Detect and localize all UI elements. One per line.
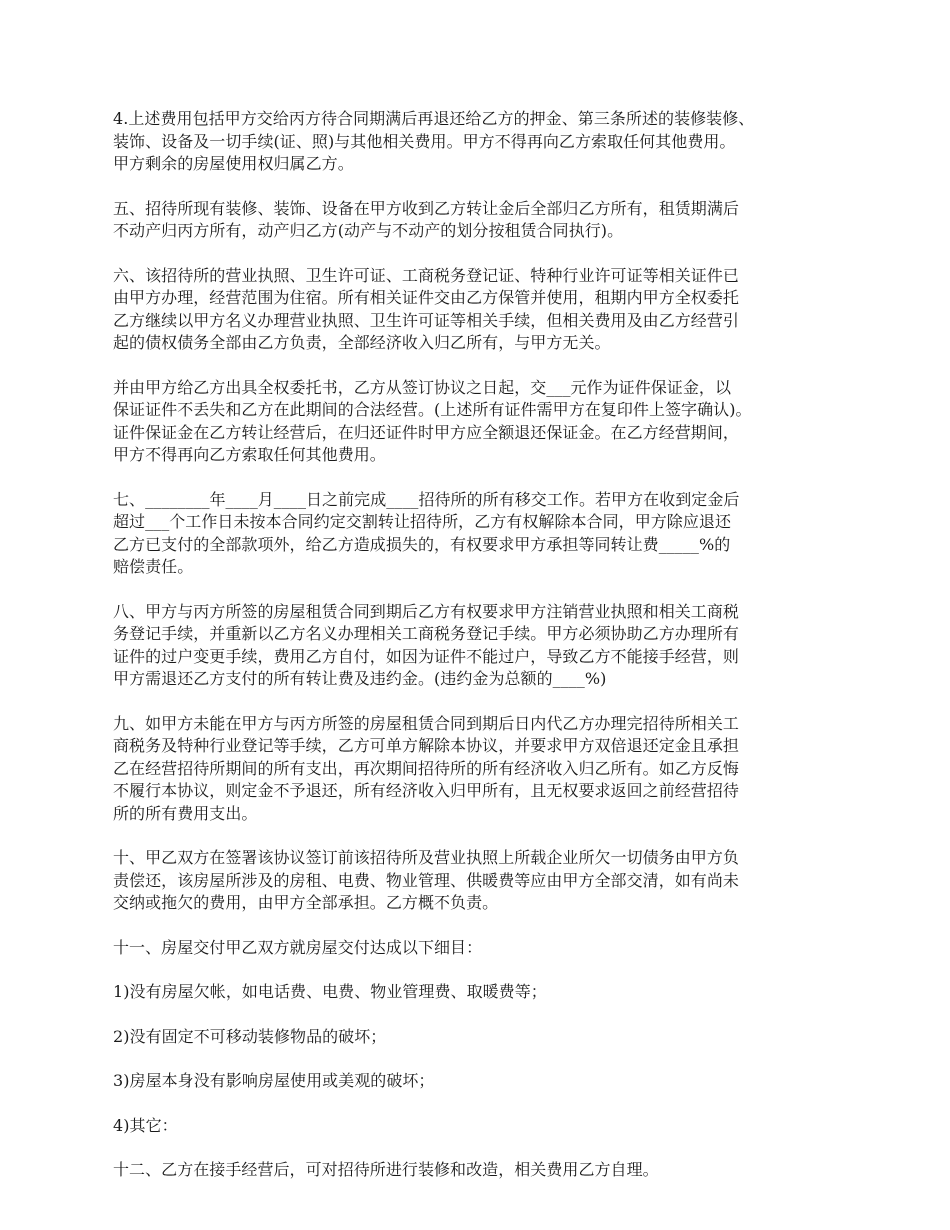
text-line: 并由甲方给乙方出具全权委托书，乙方从签订协议之日起，交___元作为证件保证金，以 bbox=[113, 377, 732, 397]
clause-11-item-4 bbox=[113, 1115, 853, 1138]
clause-6-continued-paragraph bbox=[113, 377, 853, 467]
text-line: 装饰、设备及一切手续(证、照)与其他相关费用。甲方不得再向乙方索取任何其他费用。 bbox=[113, 131, 736, 151]
text-line: 证件保证金在乙方转让经营后，在归还证件时甲方应全额退还保证金。在乙方经营期间， bbox=[113, 422, 739, 442]
text-line: 十一、房屋交付甲乙双方就房屋交付达成以下细目： bbox=[113, 937, 483, 957]
clause-5-paragraph bbox=[113, 198, 853, 243]
clause-11-item-1 bbox=[113, 981, 853, 1004]
document-page bbox=[113, 108, 853, 1204]
text-line: 起的债权债务全部由乙方负责，全部经济收入归乙所有，与甲方无关。 bbox=[113, 333, 611, 352]
clause-12-paragraph bbox=[113, 1159, 853, 1182]
text-line: 3)房屋本身没有影响房屋使用或美观的破坏； bbox=[113, 1071, 435, 1090]
text-line: 八、甲方与丙方所签的房屋租赁合同到期后乙方有权要求甲方注销营业执照和相关工商税 bbox=[113, 601, 739, 621]
text-line: 4)其它： bbox=[113, 1115, 178, 1135]
text-line: 所的所有费用支出。 bbox=[113, 803, 258, 823]
text-line: 六、该招待所的营业执照、卫生许可证、工商税务登记证、特种行业许可证等相关证件已 bbox=[113, 265, 739, 285]
clause-8-paragraph bbox=[113, 601, 853, 691]
clause-11-item-2 bbox=[113, 1026, 853, 1049]
text-line: 超过___个工作日未按本合同约定交割转让招待所，乙方有权解除本合同，甲方除应退还 bbox=[113, 512, 732, 531]
text-line: 2)没有固定不可移动装修物品的破坏； bbox=[113, 1026, 387, 1046]
text-line: 商税务及特种行业登记等手续，乙方可单方解除本协议，并要求甲方双倍退还定金且承担 bbox=[113, 736, 739, 755]
text-line: 乙方已支付的全部款项外，给乙方造成损失的，有权要求甲方承担等同转让费_____%的 bbox=[113, 534, 731, 554]
text-line: 交纳或拖欠的费用，由甲方全部承担。乙方概不负责。 bbox=[113, 893, 499, 912]
text-line: 五、招待所现有装修、装饰、设备在甲方收到乙方转让金后全部归乙方所有，租赁期满后 bbox=[113, 198, 739, 218]
text-line: 甲方剩余的房屋使用权归属乙方。 bbox=[113, 154, 354, 173]
clause-10-paragraph bbox=[113, 847, 853, 915]
text-line: 不动产归丙方所有，动产归乙方(动产与不动产的划分按租赁合同执行)。 bbox=[113, 221, 624, 240]
text-line: 1)没有房屋欠帐，如电话费、电费、物业管理费、取暖费等； bbox=[113, 982, 547, 1001]
text-line: 赔偿责任。 bbox=[113, 557, 194, 576]
text-line: 甲方需退还乙方支付的所有转让费及违约金。(违约金为总额的____%) bbox=[113, 669, 607, 688]
clause-4-paragraph bbox=[113, 108, 853, 176]
text-line: 责偿还，该房屋所涉及的房租、电费、物业管理、供暖费等应由甲方全部交清，如有尚未 bbox=[113, 870, 739, 890]
clause-9-paragraph bbox=[113, 713, 853, 826]
text-line: 务登记手续，并重新以乙方名义办理相关工商税务登记手续。甲方必须协助乙方办理所有 bbox=[113, 624, 739, 643]
text-line: 十、甲乙双方在签署该协议签订前该招待所及营业执照上所载企业所欠一切债务由甲方负 bbox=[113, 848, 739, 867]
text-line: 由甲方办理，经营范围为住宿。所有相关证件交由乙方保管并使用，租期内甲方全权委托 bbox=[113, 288, 739, 307]
text-line: 十二、乙方在接手经营后，可对招待所进行装修和改造，相关费用乙方自理。 bbox=[113, 1160, 659, 1179]
text-line: 乙在经营招待所期间的所有支出，再次期间招待所的所有经济收入归乙所有。如乙方反悔 bbox=[113, 758, 739, 778]
text-line: 乙方继续以甲方名义办理营业执照、卫生许可证等相关手续，但相关费用及由乙方经营引 bbox=[113, 310, 739, 330]
text-line: 4.上述费用包括甲方交给丙方待合同期满后再退还给乙方的押金、第三条所述的装修装修、 bbox=[113, 109, 755, 128]
clause-11-paragraph bbox=[113, 937, 853, 960]
text-line: 不履行本协议，则定金不予退还，所有经济收入归甲所有，且无权要求返回之前经营招待 bbox=[113, 781, 739, 800]
text-line: 七、________年____月____日之前完成____招待所的所有移交工作。若甲方在收到定金后 bbox=[113, 489, 740, 509]
text-line: 证件的过户变更手续，费用乙方自付，如因为证件不能过户，导致乙方不能接手经营，则 bbox=[113, 646, 739, 666]
text-line: 保证证件不丢失和乙方在此期间的合法经营。(上述所有证件需甲方在复印件上签字确认)。 bbox=[113, 400, 752, 419]
clause-6-paragraph bbox=[113, 265, 853, 355]
text-line: 九、如甲方未能在甲方与丙方所签的房屋租赁合同到期后日内代乙方办理完招待所相关工 bbox=[113, 713, 739, 733]
clause-11-item-3 bbox=[113, 1070, 853, 1093]
clause-7-paragraph bbox=[113, 489, 853, 579]
text-line: 甲方不得再向乙方索取任何其他费用。 bbox=[113, 445, 386, 464]
